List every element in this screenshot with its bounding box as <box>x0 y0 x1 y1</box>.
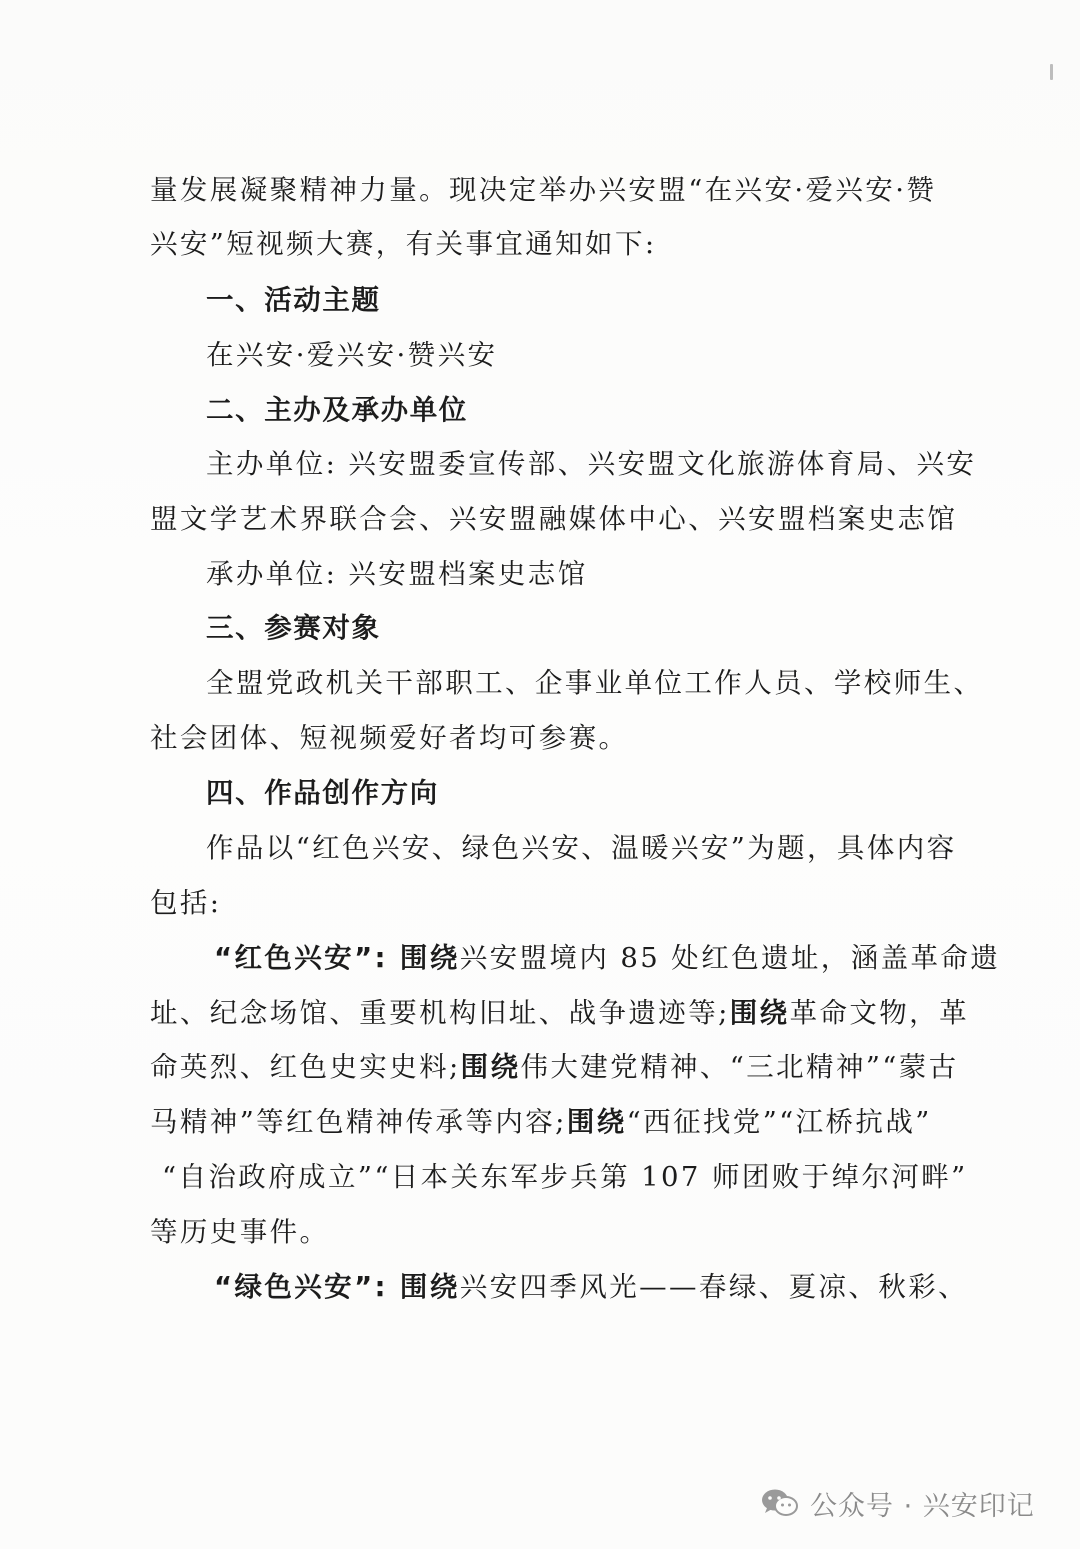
paragraph-line: 承办单位: 兴安盟档案史志馆 <box>206 558 588 590</box>
paragraph-line: 全盟党政机关干部职工、企事业单位工作人员、学校师生、 <box>206 667 984 699</box>
paragraph-line: “绿色兴安”: 围绕兴安四季风光——春绿、夏凉、秋彩、 <box>214 1271 969 1303</box>
paragraph-line: 命英烈、红色史实史料;围绕伟大建党精神、“三北精神”“蒙古 <box>150 1051 959 1083</box>
paragraph-line: 等历史事件。 <box>150 1216 330 1248</box>
section-heading-direction: 四、作品创作方向 <box>206 777 439 809</box>
paragraph-line: 兴安”短视频大赛，有关事宜通知如下: <box>150 228 657 260</box>
paragraph-line: 包括: <box>150 887 222 919</box>
paragraph-line: “红色兴安”: 围绕兴安盟境内 85 处红色遗址，涵盖革命遗 <box>214 942 1001 974</box>
section-heading-organizers: 二、主办及承办单位 <box>206 394 468 426</box>
paragraph-line: 量发展凝聚精神力量。现决定举办兴安盟“在兴安·爱兴安·赞 <box>150 174 937 206</box>
paragraph-line: 在兴安·爱兴安·赞兴安 <box>206 339 498 371</box>
wechat-watermark <box>760 1480 1035 1526</box>
paragraph-line: 社会团体、短视频爱好者均可参赛。 <box>150 722 629 754</box>
paragraph-line: 址、纪念场馆、重要机构旧址、战争遗迹等;围绕革命文物，革 <box>150 997 969 1029</box>
section-heading-participants: 三、参赛对象 <box>206 612 381 644</box>
paragraph-line: 盟文学艺术界联合会、兴安盟融媒体中心、兴安盟档案史志馆 <box>150 503 958 535</box>
paragraph-line: “自治政府成立”“日本关东军步兵第 107 师团败于绰尔河畔” <box>162 1161 968 1193</box>
green-xingan-label: “绿色兴安”: 围绕 <box>214 1271 460 1303</box>
wechat-icon <box>760 1487 800 1519</box>
paragraph-line: 主办单位: 兴安盟委宣传部、兴安盟文化旅游体育局、兴安 <box>206 448 977 480</box>
scan-mark <box>1050 64 1053 80</box>
red-xingan-label: “红色兴安”: 围绕 <box>214 942 460 974</box>
watermark-text: 公众号 · 兴安印记 <box>810 1490 1035 1522</box>
paragraph-line: 作品以“红色兴安、绿色兴安、温暖兴安”为题，具体内容 <box>206 832 957 864</box>
section-heading-theme: 一、活动主题 <box>206 284 381 316</box>
paragraph-line: 马精神”等红色精神传承等内容;围绕“西征找党”“江桥抗战” <box>150 1106 932 1138</box>
